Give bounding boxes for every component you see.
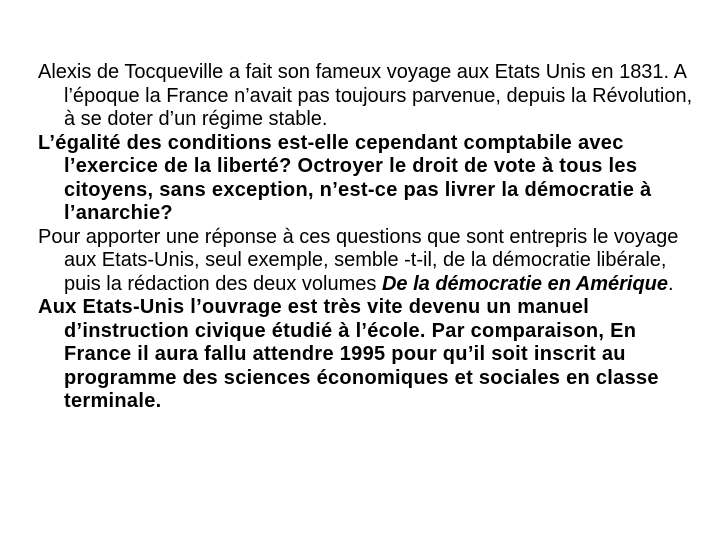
- paragraph-reponse-end: .: [668, 272, 674, 295]
- text-body: [38, 61, 698, 414]
- paragraph-reponse: [38, 226, 698, 297]
- paragraph-reponse-text: Pour apporter une réponse à ces questions que sont entrepris le voyage aux Etats-Unis, seul exemple, semble -t-il, de la démocratie libérale, puis la rédaction des deux volumes: [38, 225, 679, 295]
- paragraph-tocqueville-voyage: Alexis de Tocqueville a fait son fameux voyage aux Etats Unis en 1831. A l’époque la France n’avait pas toujours parvenue, depuis la Révolution, à se doter d’un régime stable.: [38, 61, 693, 130]
- paragraph-etats-unis-manuel: Aux Etats-Unis l’ouvrage est très vite devenu un manuel d’instruction civique étudié à l’école. Par comparaison, En France il aura fallu attendre 1995 pour qu’il soit inscrit au programme des sciences économiques et sociales en classe terminale.: [38, 296, 659, 412]
- paragraph-egalite-question: L’égalité des conditions est-elle cependant comptabile avec l’exercice de la liberté? Octroyer le droit de vote à tous les citoyens, sans exception, n’est-ce pas livrer la démocratie à l’anarchie?: [38, 131, 652, 224]
- book-title: De la démocratie en Amérique: [381, 272, 668, 295]
